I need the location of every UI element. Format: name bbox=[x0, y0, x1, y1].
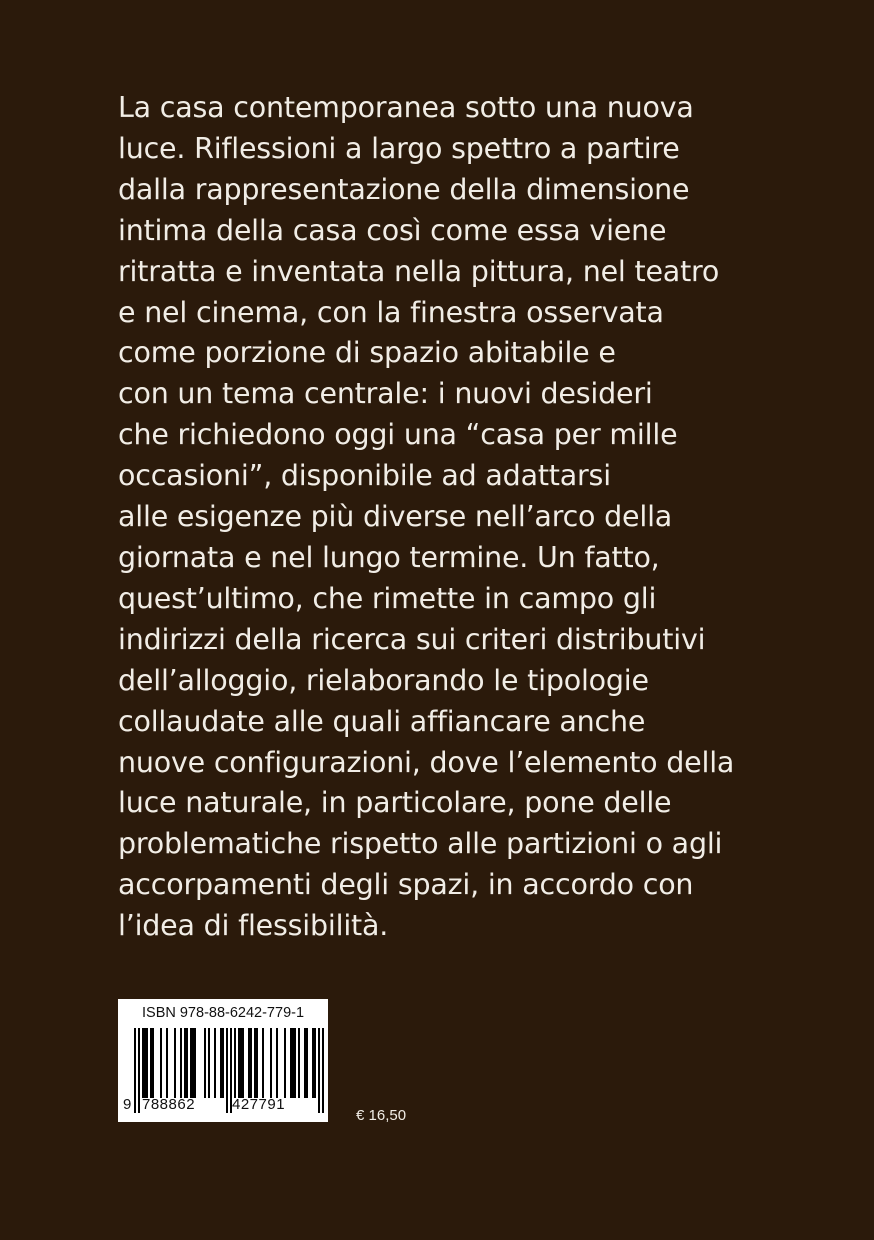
barcode-guard-bar bbox=[138, 1028, 140, 1113]
barcode-bar bbox=[192, 1028, 194, 1098]
blurb-line: e nel cinema, con la finestra osservata bbox=[118, 295, 664, 329]
barcode-bar bbox=[208, 1028, 210, 1098]
barcode-bar bbox=[234, 1028, 236, 1098]
barcode-guard-bar bbox=[134, 1028, 136, 1113]
barcode-bar bbox=[166, 1028, 168, 1098]
blurb-line: dell’alloggio, rielaborando le tipologie bbox=[118, 663, 649, 697]
barcode-bar bbox=[194, 1028, 196, 1098]
barcode-first-digit: 9 bbox=[123, 1096, 132, 1113]
barcode-bar bbox=[146, 1028, 148, 1098]
barcode-bar bbox=[204, 1028, 206, 1098]
blurb-line: come porzione di spazio abitabile e bbox=[118, 336, 616, 370]
barcode-bar bbox=[306, 1028, 308, 1098]
barcode-bar bbox=[214, 1028, 216, 1098]
barcode-bar bbox=[152, 1028, 154, 1098]
blurb-line: quest’ultimo, che rimette in campo gli bbox=[118, 581, 657, 615]
barcode-bar bbox=[290, 1028, 292, 1098]
blurb-line: dalla rappresentazione della dimensione bbox=[118, 172, 690, 206]
barcode-guard-bar bbox=[322, 1028, 324, 1113]
blurb-line: intima della casa così come essa viene bbox=[118, 213, 667, 247]
barcode-bar bbox=[190, 1028, 192, 1098]
barcode-left-digits: 788862 bbox=[142, 1096, 196, 1113]
barcode-guard-bar bbox=[318, 1028, 320, 1113]
barcode-bar bbox=[238, 1028, 240, 1098]
barcode-bar bbox=[304, 1028, 306, 1098]
barcode-bar bbox=[144, 1028, 146, 1098]
blurb-line: luce. Riflessioni a largo spettro a partire bbox=[118, 131, 680, 165]
barcode-bar bbox=[220, 1028, 222, 1098]
barcode-bar bbox=[314, 1028, 316, 1098]
barcode-bar bbox=[284, 1028, 286, 1098]
barcode-bar bbox=[250, 1028, 252, 1098]
barcode-bar bbox=[254, 1028, 256, 1098]
price-label: € 16,50 bbox=[356, 1107, 407, 1124]
barcode-bar bbox=[312, 1028, 314, 1098]
barcode-bar bbox=[184, 1028, 186, 1098]
barcode-bar bbox=[240, 1028, 242, 1098]
blurb-line: problematiche rispetto alle partizioni o agli bbox=[118, 827, 723, 861]
blurb-line: indirizzi della ricerca sui criteri distributivi bbox=[118, 622, 706, 656]
blurb-line: accorpamenti degli spazi, in accordo con bbox=[118, 868, 694, 902]
isbn-label: ISBN 978-88-6242-779-1 bbox=[142, 1005, 305, 1021]
blurb-line: che richiedono oggi una “casa per mille bbox=[118, 418, 678, 452]
isbn-barcode bbox=[118, 999, 328, 1122]
barcode-bar bbox=[270, 1028, 272, 1098]
blurb-line: l’idea di flessibilità. bbox=[118, 909, 389, 943]
barcode-bar bbox=[160, 1028, 162, 1098]
blurb-line: La casa contemporanea sotto una nuova bbox=[118, 91, 694, 124]
barcode-bar bbox=[186, 1028, 188, 1098]
barcode-bar bbox=[294, 1028, 296, 1098]
blurb-line: giornata e nel lungo termine. Un fatto, bbox=[118, 540, 660, 574]
barcode-bar bbox=[298, 1028, 300, 1098]
blurb-line: ritratta e inventata nella pittura, nel teatro bbox=[118, 254, 720, 288]
barcode-bar bbox=[248, 1028, 250, 1098]
blurb-line: collaudate alle quali affiancare anche bbox=[118, 704, 646, 738]
barcode-bar bbox=[222, 1028, 224, 1098]
barcode-bar bbox=[276, 1028, 278, 1098]
barcode-right-digits: 427791 bbox=[232, 1096, 286, 1113]
blurb-line: occasioni”, disponibile ad adattarsi bbox=[118, 459, 611, 493]
barcode-bar bbox=[142, 1028, 144, 1098]
blurb-line: luce naturale, in particolare, pone delle bbox=[118, 786, 672, 820]
barcode-bar bbox=[174, 1028, 176, 1098]
barcode-bar bbox=[150, 1028, 152, 1098]
barcode-bar bbox=[262, 1028, 264, 1098]
barcode-bar bbox=[292, 1028, 294, 1098]
blurb-line: alle esigenze più diverse nell’arco della bbox=[118, 500, 673, 534]
barcode-bar bbox=[256, 1028, 258, 1098]
blurb-line: nuove configurazioni, dove l’elemento della bbox=[118, 745, 735, 779]
blurb-line: con un tema centrale: i nuovi desideri bbox=[118, 377, 653, 411]
back-cover-blurb bbox=[118, 88, 818, 947]
barcode-bar bbox=[180, 1028, 182, 1098]
barcode-bar bbox=[242, 1028, 244, 1098]
